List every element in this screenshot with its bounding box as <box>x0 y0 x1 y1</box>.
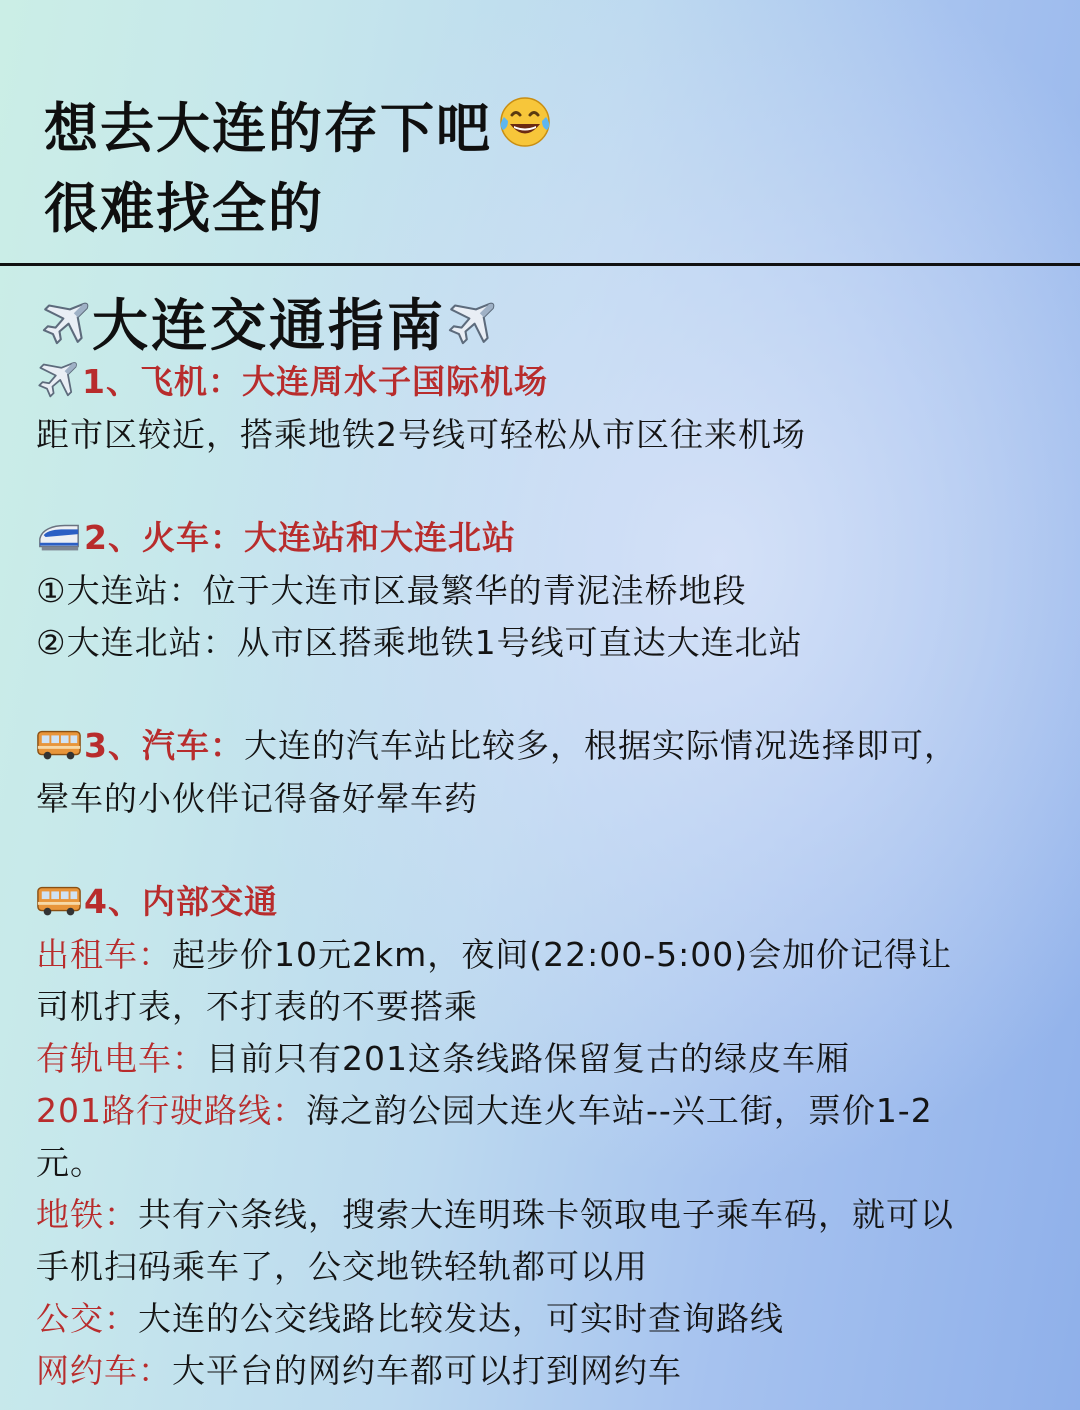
section-local-transport-title <box>36 876 278 923</box>
metro-item <box>36 1189 954 1236</box>
bullet-train-icon <box>36 518 84 557</box>
section-train-line-1: ①大连站：位于大连市区最繁华的青泥洼桥地段 <box>36 571 747 610</box>
laughing-tears-emoji-icon <box>496 93 554 164</box>
metro-continuation: 手机扫码乘车了，公交地铁轻轨都可以用 <box>36 1247 648 1286</box>
route-201-label: 201路行驶路线： <box>36 1091 306 1130</box>
bus-icon <box>36 882 84 921</box>
ride-hailing-label: 网约车： <box>36 1351 172 1390</box>
section-bus-inline-text: 大连的汽车站比较多，根据实际情况选择即可， <box>243 726 958 765</box>
section-airplane-line: 距市区较近，搭乘地铁2号线可轻松从市区往来机场 <box>36 415 806 454</box>
bus-text: 大连的公交线路比较发达，可实时查询路线 <box>138 1299 784 1338</box>
ride-hailing-item <box>36 1345 682 1392</box>
metro-text: 共有六条线，搜索大连明珠卡领取电子乘车码，就可以 <box>138 1195 954 1234</box>
section-train-line-2: ②大连北站：从市区搭乘地铁1号线可直达大连北站 <box>36 623 803 662</box>
page-title-line1 <box>44 86 554 164</box>
airplane-icon <box>446 294 498 359</box>
bus-label: 公交： <box>36 1299 138 1338</box>
section-airplane-title <box>36 356 548 403</box>
route-201-continuation: 元。 <box>36 1143 104 1182</box>
page-title-line2: 很难找全的 <box>44 177 324 240</box>
bus-item <box>36 1293 784 1340</box>
tram-label: 有轨电车： <box>36 1039 206 1078</box>
taxi-text: 起步价10元2km，夜间(22:00-5:00)会加价记得让 <box>172 935 953 974</box>
route-201-text: 海之韵公园大连火车站--兴工街，票价1-2 <box>306 1091 933 1130</box>
section-bus-line: 晕车的小伙伴记得备好晕车药 <box>36 779 478 818</box>
title-line1-text: 想去大连的存下吧 <box>44 97 492 160</box>
metro-label: 地铁： <box>36 1195 138 1234</box>
section-airplane-title-text: 1、飞机：大连周水子国际机场 <box>82 362 548 401</box>
taxi-label: 出租车： <box>36 935 172 974</box>
ride-hailing-text: 大平台的网约车都可以打到网约车 <box>172 1351 682 1390</box>
section-bus-title <box>36 720 958 767</box>
bus-icon <box>36 726 84 765</box>
guide-heading <box>40 282 498 362</box>
guide-heading-text: 大连交通指南 <box>92 294 446 359</box>
route-201-item <box>36 1085 933 1132</box>
section-local-transport-title-text: 4、内部交通 <box>84 882 278 921</box>
tram-item <box>36 1033 850 1080</box>
airplane-icon <box>40 294 92 359</box>
section-train-title <box>36 512 516 559</box>
header-divider <box>0 263 1080 266</box>
taxi-item <box>36 929 952 976</box>
airplane-icon <box>36 362 82 401</box>
section-bus-title-text: 3、汽车： <box>84 726 244 765</box>
section-train-title-text: 2、火车：大连站和大连北站 <box>84 518 516 557</box>
tram-text: 目前只有201这条线路保留复古的绿皮车厢 <box>206 1039 850 1078</box>
taxi-item-continuation: 司机打表，不打表的不要搭乘 <box>36 987 478 1026</box>
